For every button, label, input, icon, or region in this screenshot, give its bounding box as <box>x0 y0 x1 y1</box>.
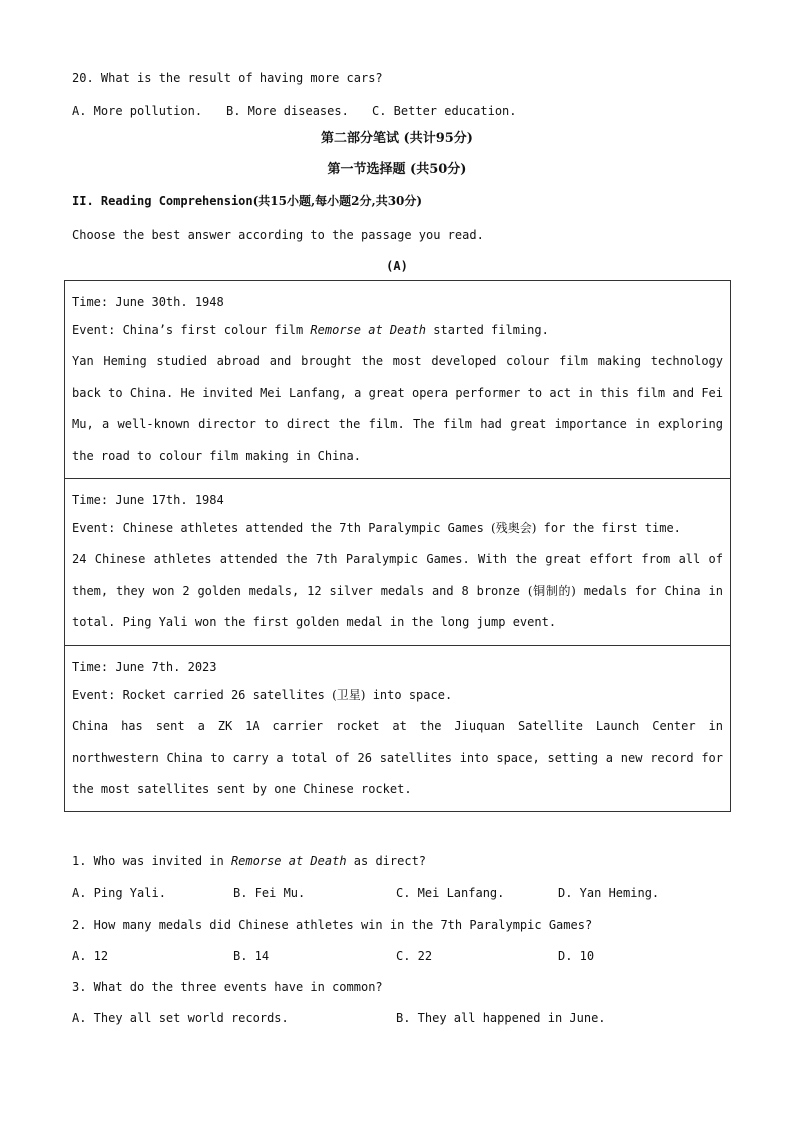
option: C. 22 <box>396 949 433 963</box>
option: A. They all set world records. <box>72 1011 289 1025</box>
option: C. Better education. <box>372 104 517 118</box>
event-title <box>72 513 723 544</box>
reading-part-note: (共15小题,每小题2分,共30分) <box>252 194 423 208</box>
reading-part-title: II. Reading Comprehension <box>72 194 253 208</box>
event-description: Yan Heming studied abroad and brought the most developed colour film making technology back to China. He invited Mei Lanfang, a great opera performer to act in this film and Fei Mu, a well-known director to direct the film. The film had great importance in exploring the road to colour film making in China. <box>72 354 723 463</box>
option: D. Yan Heming. <box>558 886 660 900</box>
event-cell <box>65 479 731 646</box>
passage-label: (A) <box>386 259 408 273</box>
option: A. More pollution. <box>72 104 203 118</box>
event-time: Time: June 30th. 1948 <box>72 295 224 309</box>
description-text: 24 Chinese athletes attended the 7th Paralympic Games. With the great effort from all of them, they won 2 golden medals, 12 silver medals and 8 bronze <box>72 552 723 598</box>
option: B. Fei Mu. <box>233 886 306 900</box>
reading-instruction: Choose the best answer according to the passage you read. <box>72 228 484 242</box>
event-text: into space. <box>365 688 453 702</box>
event-text: Event: Rocket carried 26 satellites <box>72 688 333 702</box>
event-text: Event: China’s first colour film <box>72 323 311 337</box>
option: B. More diseases. <box>226 104 349 118</box>
event-description <box>72 544 723 639</box>
event-title <box>72 315 723 346</box>
option: A. Ping Yali. <box>72 886 166 900</box>
chinese-gloss: (卫星) <box>332 688 366 702</box>
question-3-options <box>72 1010 722 1026</box>
event-row <box>65 646 731 812</box>
event-row <box>65 281 731 479</box>
events-table <box>64 280 731 812</box>
option: B. They all happened in June. <box>396 1011 606 1025</box>
chinese-gloss: (铜制的) <box>527 583 576 598</box>
question-1-stem <box>72 853 426 869</box>
event-text: Event: Chinese athletes attended the 7th Paralympic Games <box>72 521 492 535</box>
question-20-stem: 20. What is the result of having more cars? <box>72 71 383 85</box>
stem-text: 1. Who was invited in <box>72 854 231 868</box>
chinese-gloss: (残奥会) <box>491 521 537 535</box>
event-text: for the first time. <box>536 521 681 535</box>
question-20-options <box>72 103 722 119</box>
question-1-options <box>72 885 722 901</box>
event-description: China has sent a ZK 1A carrier rocket at the Jiuquan Satellite Launch Center in northwestern China to carry a total of 26 satellites into space, setting a new record for the most satellites sent by one Chinese rocket. <box>72 719 723 796</box>
option: D. 10 <box>558 949 595 963</box>
film-title: Remorse at Death <box>230 854 347 868</box>
option: A. 12 <box>72 949 109 963</box>
film-title: Remorse at Death <box>310 323 427 337</box>
event-cell <box>65 646 731 812</box>
event-time: Time: June 17th. 1984 <box>72 493 224 507</box>
event-cell <box>65 281 731 479</box>
option: B. 14 <box>233 949 270 963</box>
question-3-stem: 3. What do the three events have in common? <box>72 980 383 994</box>
reading-part-heading <box>72 193 422 209</box>
description-text: medals for China in total. Ping Yali won the first golden medal in the long jump event. <box>72 583 723 629</box>
stem-text: as direct? <box>346 854 427 868</box>
event-time: Time: June 7th. 2023 <box>72 660 217 674</box>
question-2-stem: 2. How many medals did Chinese athletes win in the 7th Paralympic Games? <box>72 918 593 932</box>
event-title <box>72 680 723 711</box>
event-text: started filming. <box>426 323 549 337</box>
option: C. Mei Lanfang. <box>396 886 505 900</box>
subsection-heading: 第一节选择题 (共50分) <box>327 162 467 177</box>
event-row <box>65 479 731 646</box>
section-heading: 第二部分笔试 (共计95分) <box>321 131 473 146</box>
question-2-options <box>72 948 722 964</box>
